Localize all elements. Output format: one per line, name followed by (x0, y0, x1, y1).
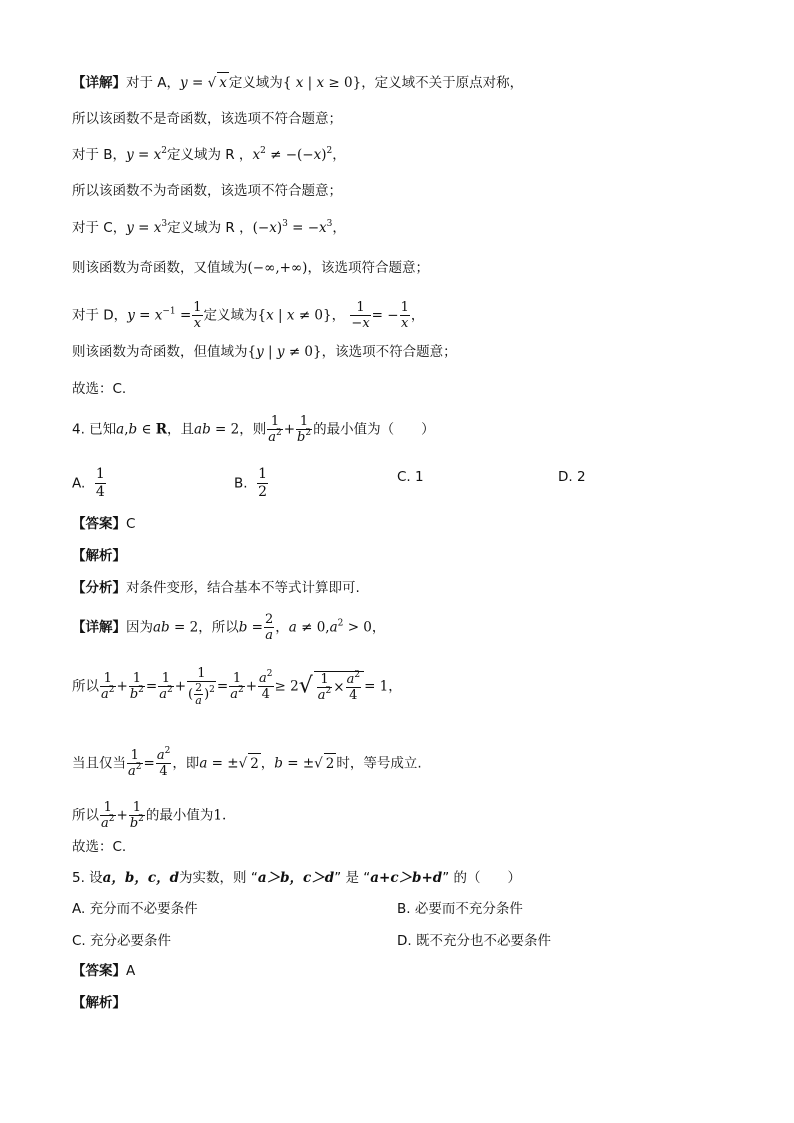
q4-detail-1: 【详解】因为ab = 2，所以b = $\frac{2}{a}$ ，$a \ne 0,a^2 > 0$， (72, 612, 386, 643)
p3-line-d: 对于 D，$y = x^{-1}$ = $\frac{1}{x}$ 定义域为{x | x ≠ 0}， $\frac{1}{-x}$ = − $\frac{1}{x}$ ， (72, 300, 425, 331)
p3-line-a2: 所以该函数不是奇函数，该选项不符合题意； (72, 111, 342, 127)
q4-analysis-label: 【解析】 (72, 548, 126, 564)
q4-stem: 4. 已知a,b ∈ R，且ab = 2，则 $\frac{1}{a^2}$ + $\frac{1}{b^2}$ 的最小值为（ ） (72, 414, 435, 445)
q5-option-c: C. 充分必要条件 (72, 933, 172, 949)
q4-detail-3: 当且仅当 $\frac{1}{a^2}$ = $\frac{a^2}{4}$ ，即a = ±√ 2 ，b = ±√ 2 时，等号成立. (72, 746, 422, 779)
p3-line-c: 对于 C，$y = x^3$定义域为 R ，$(-x)^3 = -x^3$， (72, 219, 346, 236)
p3-line-d2: 则该函数为奇函数，但值域为{y | y ≠ 0}，该选项不符合题意； (72, 344, 457, 360)
q4-option-d: D. 2 (558, 469, 586, 485)
p3-line-a: 【详解】对于 A，y = √ x 定义域为{ x | x ≥ 0}，定义域不关于原点对称， (72, 72, 523, 93)
p3-choice: 故选：C. (72, 381, 127, 397)
q4-detail-4: 所以 $\frac{1}{a^2}$ + $\frac{1}{b^2}$ 的最小值为1. (72, 800, 227, 831)
q4-option-a: A. $\frac{1}{4}$ (72, 466, 105, 500)
p3-line-b: 对于 B，$y = x^2$定义域为 R ，$x^2 \ne -(-x)^2$， (72, 146, 346, 163)
q5-option-d: D. 既不充分也不必要条件 (397, 933, 551, 949)
q5-stem: 5. 设a，b，c，d为实数，则 “a＞b，c＞d” 是 “a+c＞b+d” 的（ ） (72, 870, 522, 886)
q4-answer: 【答案】C (72, 516, 136, 532)
p3-line-c2: 则该函数为奇函数，又值域为(−∞,+∞)，该选项符合题意； (72, 260, 429, 276)
detail-label: 【详解】 (72, 75, 126, 91)
q5-option-a: A. 充分而不必要条件 (72, 901, 198, 917)
q5-answer: 【答案】A (72, 963, 136, 979)
q5-analysis-label: 【解析】 (72, 995, 126, 1011)
q4-analysis: 【分析】对条件变形，结合基本不等式计算即可. (72, 580, 360, 596)
p3-line-b2: 所以该函数不为奇函数，该选项不符合题意； (72, 183, 342, 199)
q4-choice: 故选：C. (72, 839, 127, 855)
q5-option-b: B. 必要而不充分条件 (397, 901, 523, 917)
q4-option-b: B. $\frac{1}{2}$ (234, 466, 268, 500)
q4-option-c: C. 1 (397, 469, 424, 485)
q4-detail-2: 所以 $\frac{1}{a^2}$ + $\frac{1}{b^2}$ = $\frac{1}{a^2}$ + 1 ( $\frac{2}{a}$ )$^2$ = $\frac{1}{a^2}$ + $\frac{a^2}{4}$ ≥ 2√ $\frac{1}{a^2}$ × $\frac{a^2}{4}$ = 1， (72, 666, 402, 707)
